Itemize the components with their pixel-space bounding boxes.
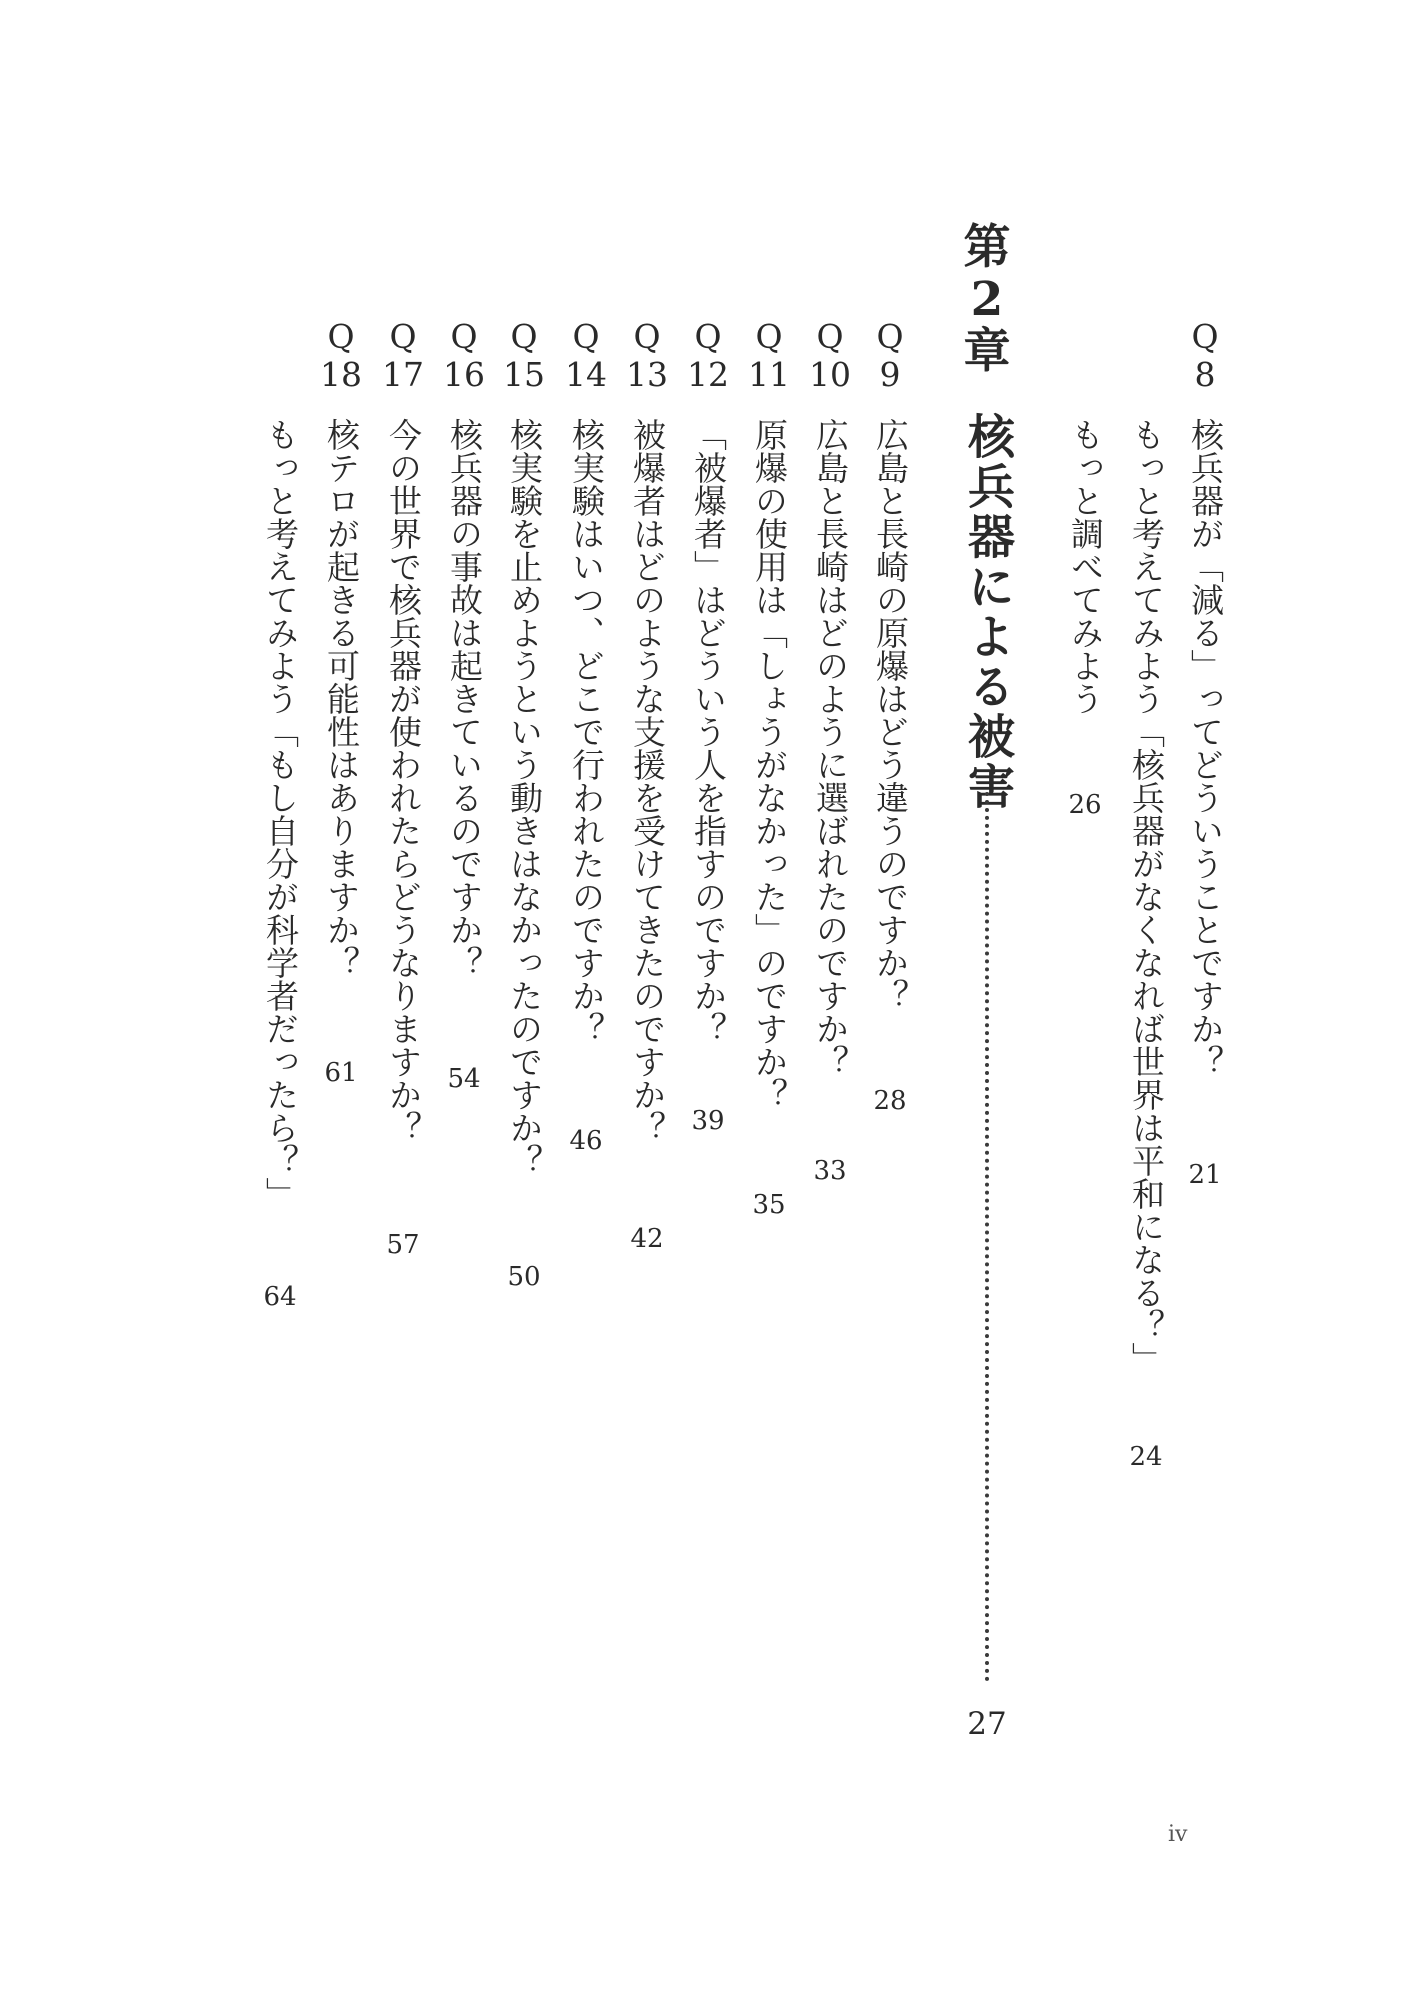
entry-title: もっと考えてみよう「もし自分が科学者だったら？」 xyxy=(261,418,300,1210)
toc-entry-think-more[interactable] xyxy=(257,0,303,2000)
question-number: Q 15 xyxy=(503,317,545,394)
question-number: Q 8 xyxy=(1191,317,1219,394)
entry-title: もっと考えてみよう「核兵器がなくなれば世界は平和になる？」 xyxy=(1127,418,1166,1375)
page-number: 57 xyxy=(386,1230,420,1260)
question-number: Q 11 xyxy=(748,317,790,394)
chapter-label: 第 2 章 xyxy=(963,220,1011,379)
page-number: 35 xyxy=(752,1190,786,1220)
entry-title: 被爆者はどのような支援を受けてきたのですか？ xyxy=(628,418,667,1144)
chapter-page-number: 27 xyxy=(967,1706,1007,1742)
page-number: 33 xyxy=(813,1156,847,1186)
page-number: 24 xyxy=(1129,1442,1163,1472)
entry-title: 広島と長崎の原爆はどう違うのですか？ xyxy=(871,418,910,1012)
toc-entry-q18[interactable] xyxy=(318,0,364,2000)
toc-entry-q8[interactable] xyxy=(1182,0,1228,2000)
page-number: 21 xyxy=(1188,1160,1222,1190)
page-folio: iv xyxy=(1168,1822,1188,1847)
page-number: 64 xyxy=(263,1282,297,1312)
entry-title: もっと調べてみよう xyxy=(1066,418,1105,715)
entry-title: 核兵器の事故は起きているのですか？ xyxy=(445,418,484,979)
entry-title: 「被爆者」はどういう人を指すのですか？ xyxy=(689,418,728,1045)
toc-entry-think-more[interactable] xyxy=(1123,0,1169,2000)
toc-entry-q11[interactable] xyxy=(746,0,792,2000)
dot-leader xyxy=(985,792,989,1682)
entry-title: 原爆の使用は「しょうがなかった」のですか？ xyxy=(750,418,789,1111)
page-number: 61 xyxy=(324,1058,358,1088)
toc-entry-q14[interactable] xyxy=(563,0,609,2000)
page-number: 42 xyxy=(630,1224,664,1254)
question-number: Q 18 xyxy=(320,317,362,394)
page-number: 26 xyxy=(1068,790,1102,820)
toc-entry-q15[interactable] xyxy=(501,0,547,2000)
toc-entry-q17[interactable] xyxy=(380,0,426,2000)
page-number: 50 xyxy=(507,1262,541,1292)
entry-title: 核実験を止めようという動きはなかったのですか？ xyxy=(505,418,544,1177)
question-number: Q 13 xyxy=(626,317,668,394)
toc-entry-q10[interactable] xyxy=(807,0,853,2000)
entry-title: 広島と長崎はどのように選ばれたのですか？ xyxy=(811,418,850,1078)
page-number: 46 xyxy=(569,1126,603,1156)
toc-entry-q9[interactable] xyxy=(867,0,913,2000)
chapter-heading[interactable] xyxy=(955,0,1019,2000)
question-number: Q 16 xyxy=(443,317,485,394)
page-number: 54 xyxy=(447,1064,481,1094)
entry-title: 核兵器が「減る」ってどういうことですか？ xyxy=(1186,418,1225,1078)
question-number: Q 12 xyxy=(687,317,729,394)
page-number: 28 xyxy=(873,1086,907,1116)
question-number: Q 9 xyxy=(876,317,904,394)
entry-title: 今の世界で核兵器が使われたらどうなりますか？ xyxy=(384,418,423,1144)
toc-entry-q13[interactable] xyxy=(624,0,670,2000)
entry-title: 核実験はいつ、どこで行われたのですか？ xyxy=(567,418,606,1045)
toc-entry-q12[interactable] xyxy=(685,0,731,2000)
entry-title: 核テロが起きる可能性はありますか？ xyxy=(322,418,361,979)
toc-entry-research-more[interactable] xyxy=(1062,0,1108,2000)
chapter-title: 核兵器による被害 xyxy=(960,412,1015,812)
toc-entry-q16[interactable] xyxy=(441,0,487,2000)
question-number: Q 10 xyxy=(809,317,851,394)
question-number: Q 17 xyxy=(382,317,424,394)
page-number: 39 xyxy=(691,1106,725,1136)
question-number: Q 14 xyxy=(565,317,607,394)
